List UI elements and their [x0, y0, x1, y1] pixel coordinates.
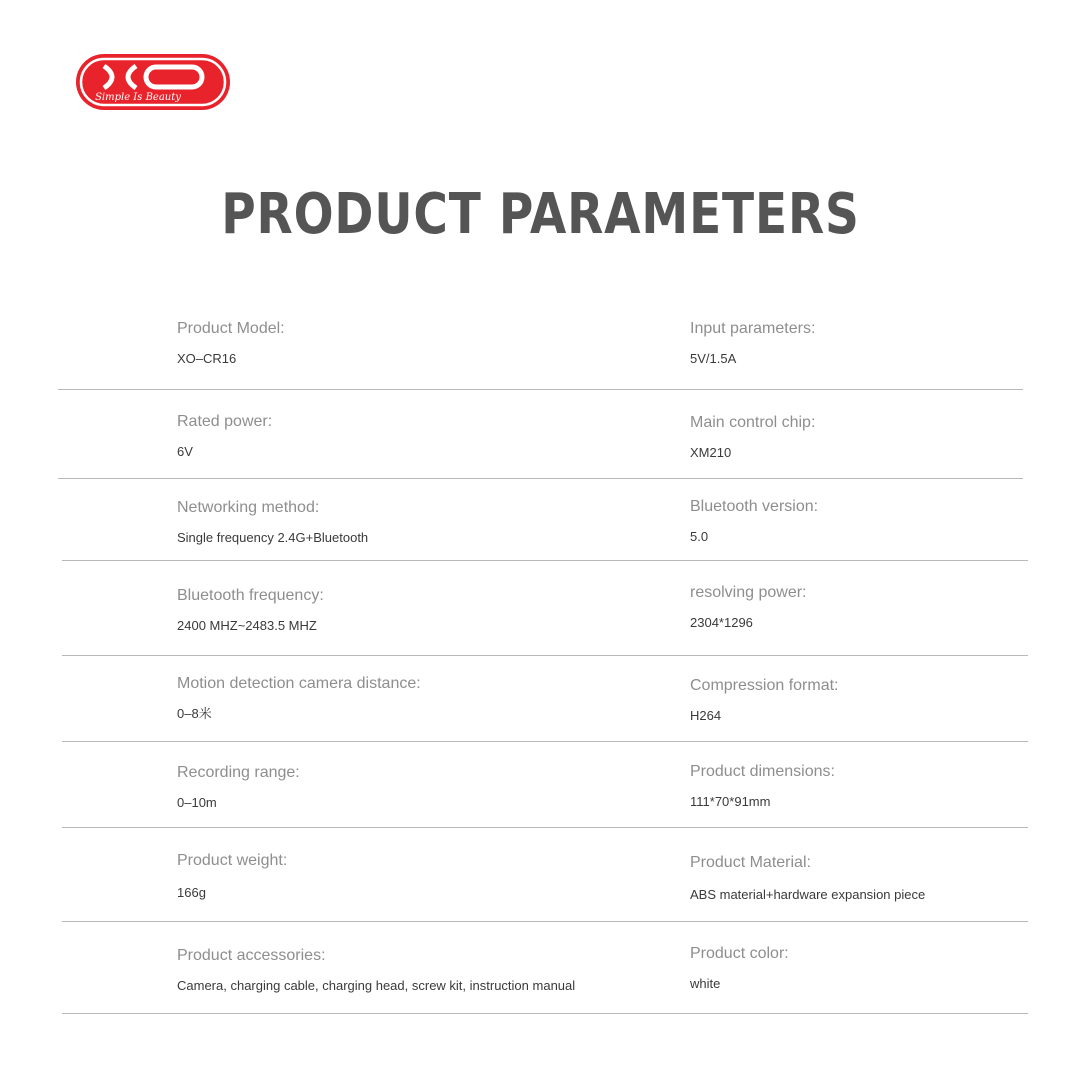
row-divider	[62, 921, 1028, 922]
param-label: Main control chip:	[690, 414, 816, 431]
param-value: 5.0	[690, 529, 709, 544]
param-cell-left	[177, 946, 657, 994]
param-value: XO–CR16	[177, 351, 237, 366]
param-cell-left	[177, 586, 597, 634]
row-divider	[58, 478, 1023, 479]
param-label: Product accessories:	[177, 947, 326, 964]
row-divider	[58, 389, 1023, 390]
param-cell-right	[690, 944, 1080, 992]
param-cell-right	[690, 762, 1080, 810]
param-cell-right	[690, 676, 1080, 724]
param-value: 0–8米	[177, 706, 212, 721]
param-value: 166g	[177, 885, 206, 900]
param-cell-right	[690, 497, 1080, 545]
param-cell-right	[690, 583, 1080, 631]
param-label: Recording range:	[177, 764, 300, 781]
page-title: PRODUCT PARAMETERS	[221, 182, 860, 247]
row-divider	[62, 655, 1028, 656]
param-label: Product Model:	[177, 320, 285, 337]
param-value: XM210	[690, 445, 732, 460]
param-cell-right	[690, 853, 1080, 903]
param-value: 2400 MHZ~2483.5 MHZ	[177, 618, 317, 633]
param-value: 2304*1296	[690, 615, 753, 630]
param-label: resolving power:	[690, 584, 807, 601]
param-label: Product dimensions:	[690, 763, 835, 780]
xo-logo	[74, 52, 232, 112]
param-cell-left	[177, 674, 597, 722]
param-cell-left	[177, 763, 597, 811]
param-label: Product Material:	[690, 854, 811, 871]
param-value: white	[690, 976, 721, 991]
row-divider	[62, 741, 1028, 742]
param-value: 111*70*91mm	[690, 794, 771, 809]
param-label: Motion detection camera distance:	[177, 675, 421, 692]
row-divider	[62, 1013, 1028, 1014]
param-label: Bluetooth version:	[690, 498, 819, 515]
param-value: Single frequency 2.4G+Bluetooth	[177, 530, 369, 545]
param-cell-right	[690, 413, 1080, 461]
param-value: 5V/1.5A	[690, 351, 737, 366]
param-label: Compression format:	[690, 677, 839, 694]
param-label: Bluetooth frequency:	[177, 587, 324, 604]
param-value: 0–10m	[177, 795, 217, 810]
param-cell-left	[177, 412, 597, 460]
param-label: Input parameters:	[690, 320, 816, 337]
param-value: 6V	[177, 444, 193, 459]
param-label: Product color:	[690, 945, 789, 962]
param-cell-right	[690, 319, 1080, 367]
param-label: Product weight:	[177, 852, 288, 869]
param-cell-left	[177, 498, 597, 546]
param-label: Networking method:	[177, 499, 320, 516]
param-value: H264	[690, 708, 722, 723]
param-value: Camera, charging cable, charging head, screw kit, instruction manual	[177, 978, 576, 993]
row-divider	[62, 827, 1028, 828]
param-label: Rated power:	[177, 413, 273, 430]
row-divider	[62, 560, 1028, 561]
param-value: ABS material+hardware expansion piece	[690, 887, 926, 902]
logo-tagline: Simple Is Beauty	[95, 92, 181, 103]
param-cell-left	[177, 319, 597, 367]
param-cell-left	[177, 851, 597, 901]
